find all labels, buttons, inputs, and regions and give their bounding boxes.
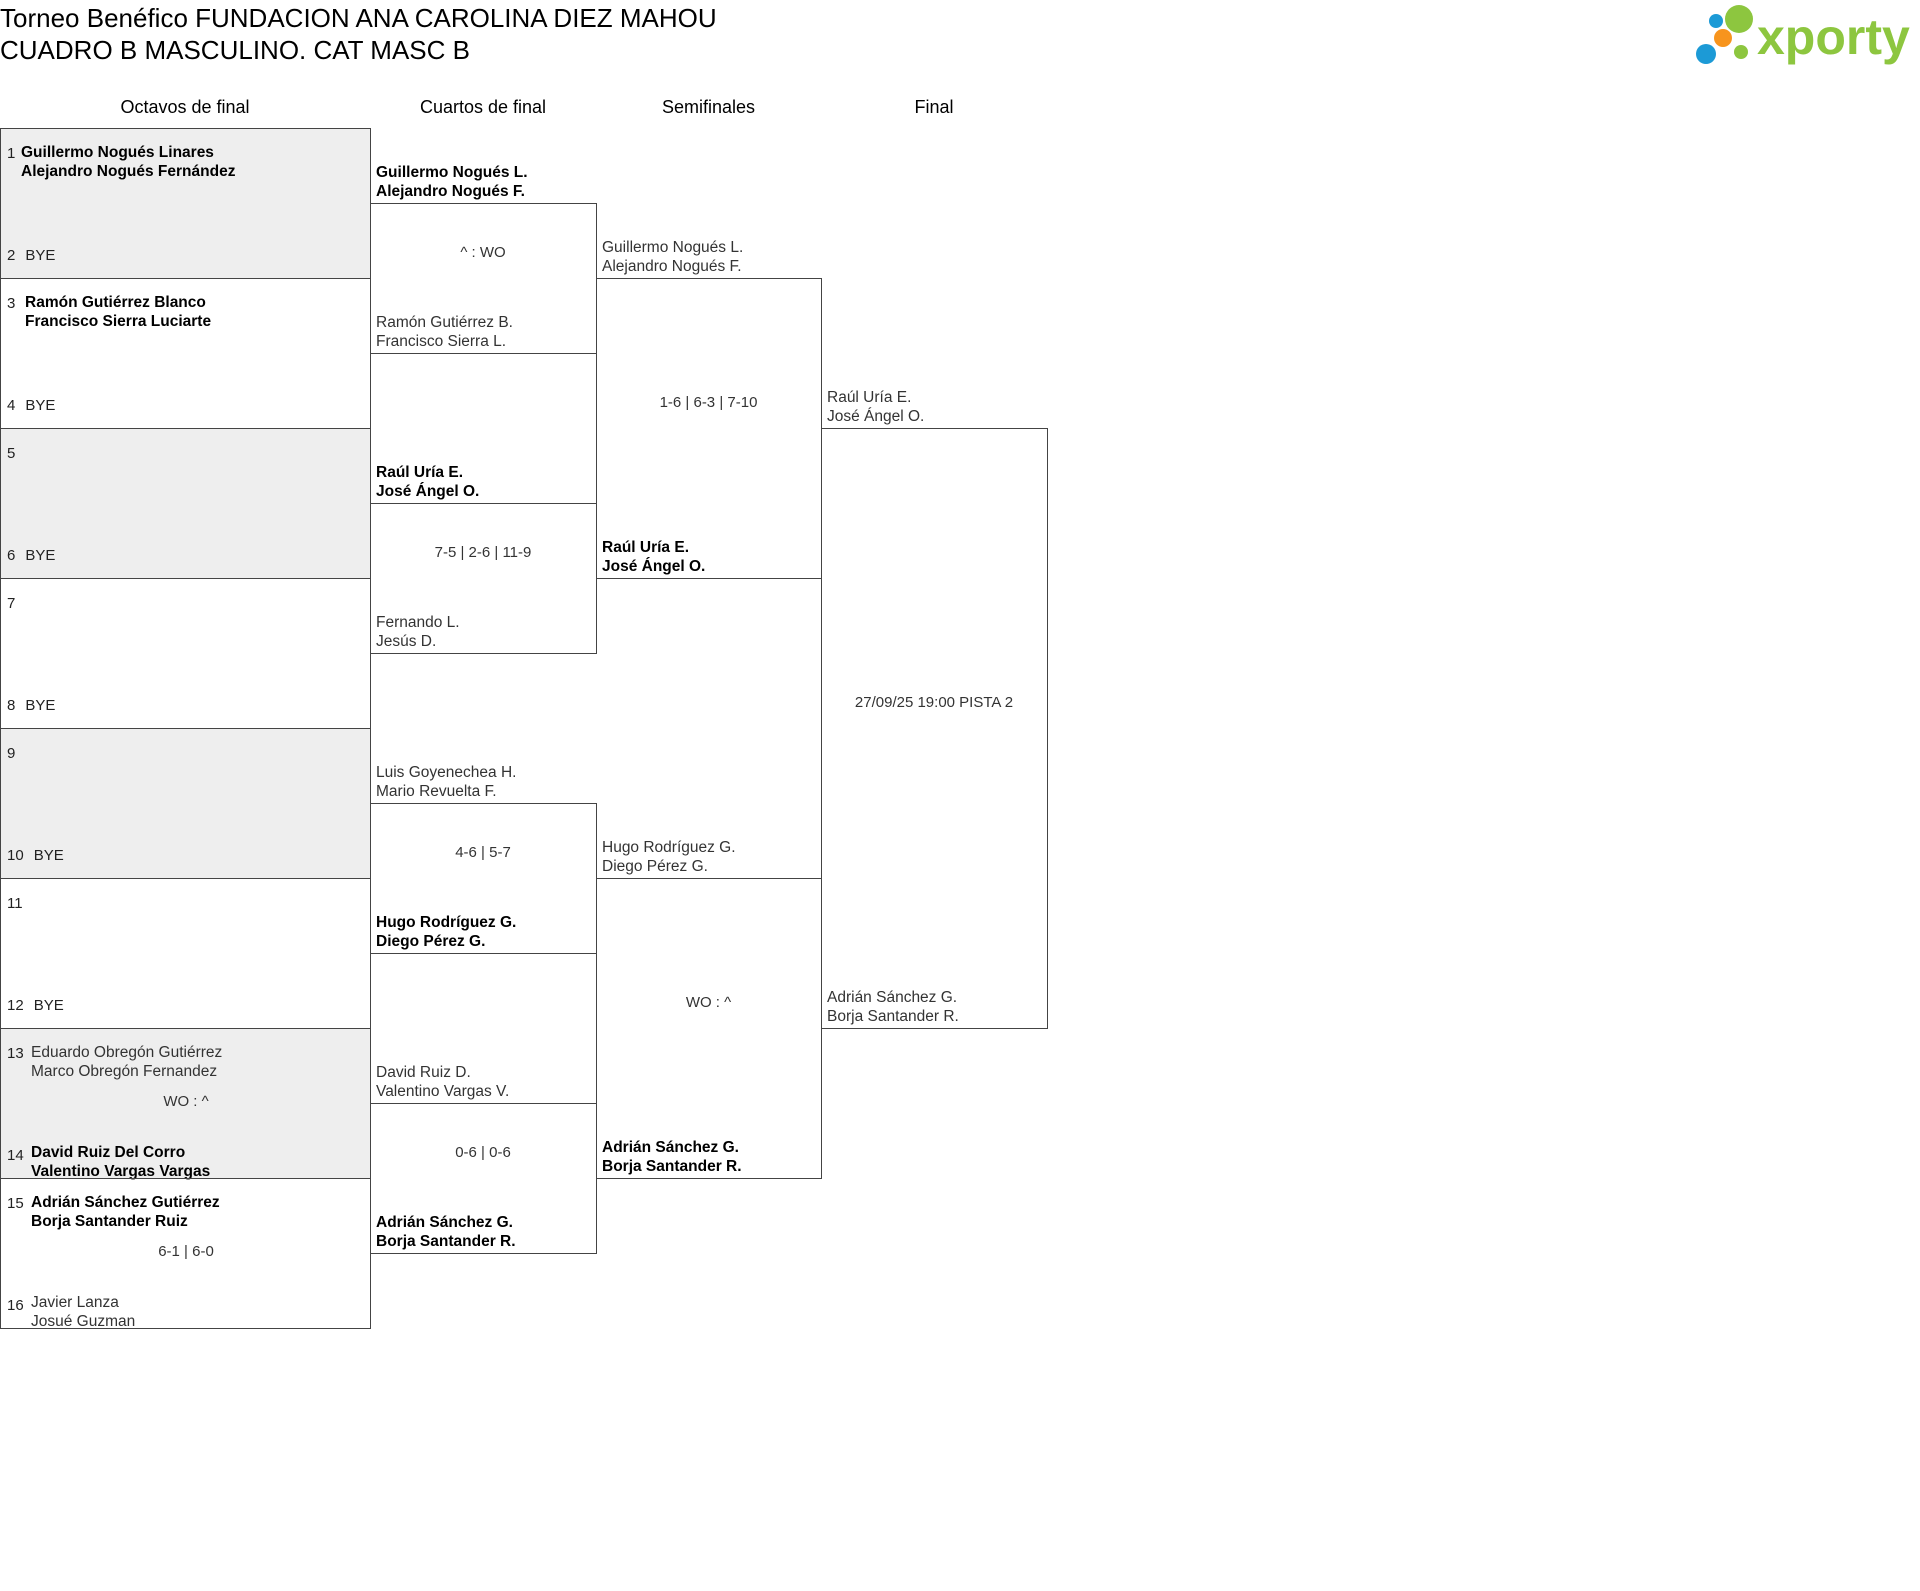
octavos-team [31,1143,210,1181]
final-team-player: Borja Santander R. [827,1008,959,1025]
cuartos-team [376,163,528,201]
cuartos-team-player: Mario Revuelta F. [376,783,497,800]
seed-number: 7 [7,595,16,612]
octavos-team-player: Eduardo Obregón Gutiérrez [31,1044,223,1061]
semis-team-player: Borja Santander R. [602,1158,742,1175]
octavos-team [25,293,211,331]
octavos-team-player: Alejandro Nogués Fernández [21,163,236,180]
octavos-match [0,128,371,279]
cuartos-team-player: Francisco Sierra L. [376,333,507,350]
logo-dot-green [1725,5,1753,33]
cuartos-team-player: Jesús D. [376,633,437,650]
logo-dot-green-small [1734,45,1748,59]
cuartos-team [376,763,516,801]
octavos-match [0,728,371,879]
final-team-player: José Ángel O. [827,408,925,425]
seed-number: 15 [7,1195,24,1212]
cuartos-team [376,1063,509,1101]
seed-number: 10 BYE [7,847,64,864]
octavos-team [21,143,235,181]
cuartos-team-player: David Ruiz D. [376,1064,471,1081]
semis-team-player: Hugo Rodríguez G. [602,839,736,856]
semis-team [602,538,705,576]
octavos-match [0,278,371,429]
match-score: 4-6 | 5-7 [455,844,511,861]
cuartos-team-player: Diego Pérez G. [376,933,486,950]
bye-label: BYE [25,697,56,714]
semis-team [602,838,736,876]
match-score: 27/09/25 19:00 PISTA 2 [854,694,1014,711]
octavos-team-player: Ramón Gutiérrez Blanco [25,294,206,311]
seed-number: 9 [7,745,16,762]
seed-number: 11 [7,895,23,912]
bye-label: BYE [33,997,64,1014]
cuartos-team-player: Fernando L. [376,614,460,631]
octavos-team-player: Marco Obregón Fernandez [31,1063,218,1080]
semis-team-player: Adrián Sánchez G. [602,1139,739,1156]
octavos-team-player: Guillermo Nogués Linares [21,144,214,161]
cuartos-team-player: Borja Santander R. [376,1233,516,1250]
octavos-team-player: Borja Santander Ruiz [31,1213,188,1230]
octavos-team [31,1043,222,1081]
cuartos-team-player: Raúl Uría E. [376,464,463,481]
cuartos-team-player: Ramón Gutiérrez B. [376,314,513,331]
semis-team-player: Raúl Uría E. [602,539,689,556]
octavos-team-player: Adrián Sánchez Gutiérrez [31,1194,220,1211]
round-header: Final [914,97,954,117]
cuartos-team [376,613,460,651]
cuartos-team [376,1213,516,1251]
bye-label: BYE [25,247,56,264]
match-score: WO : ^ [685,994,732,1011]
logo-dot-blue-small [1709,14,1723,28]
octavos-match [0,1028,371,1179]
octavos-team-player: David Ruiz Del Corro [31,1144,186,1161]
cuartos-team-player: Luis Goyenechea H. [376,764,517,781]
round-header: Semifinales [661,97,756,117]
match-score: 0-6 | 0-6 [455,1144,511,1161]
seed-number: 1 [7,145,16,162]
octavos-match [0,578,371,729]
semis-match [596,278,822,579]
cuartos-team-player: Hugo Rodríguez G. [376,914,517,931]
round-header: Cuartos de final [419,97,547,117]
octavos-team [31,1293,135,1331]
semis-team-player: Diego Pérez G. [602,858,708,875]
cuartos-team [376,913,516,951]
seed-number: 4 BYE [7,397,56,414]
semis-team [602,238,743,276]
semis-team-player: José Ángel O. [602,558,706,575]
octavos-match [0,878,371,1029]
svg-text:xporty: xporty [1757,9,1910,65]
cuartos-team-player: Alejandro Nogués F. [376,183,525,200]
match-score: 7-5 | 2-6 | 11-9 [434,544,532,561]
octavos-match [0,1178,371,1329]
final-team [827,988,959,1026]
seed-number: 8 BYE [7,697,56,714]
octavos-match [0,428,371,579]
cuartos-team [376,313,513,351]
final-team-player: Raúl Uría E. [827,389,912,406]
match-score: 6-1 | 6-0 [158,1243,214,1260]
bye-label: BYE [25,397,56,414]
final-match [821,428,1048,1029]
cuartos-team-player: José Ángel O. [376,483,480,500]
cuartos-team-player: Adrián Sánchez G. [376,1214,513,1231]
seed-number: 3 [7,295,16,312]
match-score: WO : ^ [163,1093,209,1110]
match-score: 1-6 | 6-3 | 7-10 [659,394,758,411]
bye-label: BYE [33,847,64,864]
seed-number: 13 [7,1045,24,1062]
seed-number: 12 BYE [7,997,64,1014]
draw-subtitle: CUADRO B MASCULINO. CAT MASC B [0,35,470,65]
octavos-team-player: Javier Lanza [31,1294,119,1311]
cuartos-team-player: Guillermo Nogués L. [376,164,528,181]
seed-number: 2 BYE [7,247,56,264]
seed-number: 6 BYE [7,547,56,564]
final-team [827,388,924,426]
semis-team-player: Guillermo Nogués L. [602,239,744,256]
octavos-team [31,1193,220,1231]
octavos-team-player: Valentino Vargas Vargas [31,1163,211,1180]
octavos-team-player: Francisco Sierra Luciarte [25,313,212,330]
seed-number: 14 [7,1147,24,1164]
seed-number: 5 [7,445,16,462]
round-header: Octavos de final [120,97,250,117]
logo-dot-blue [1696,44,1716,64]
logo-dot-orange [1714,29,1732,47]
semis-match [596,878,822,1179]
semis-team-player: Alejandro Nogués F. [602,258,742,275]
octavos-team-player: Josué Guzman [31,1313,136,1330]
semis-team [602,1138,742,1176]
tournament-title: Torneo Benéfico FUNDACION ANA CAROLINA DIEZ MAHOU [0,3,717,33]
bye-label: BYE [25,547,56,564]
seed-number: 16 [7,1297,24,1314]
cuartos-team [376,463,479,501]
final-team-player: Adrián Sánchez G. [827,989,958,1006]
cuartos-team-player: Valentino Vargas V. [376,1083,510,1100]
xporty-logo [1695,0,1920,72]
match-score: ^ : WO [460,244,506,261]
